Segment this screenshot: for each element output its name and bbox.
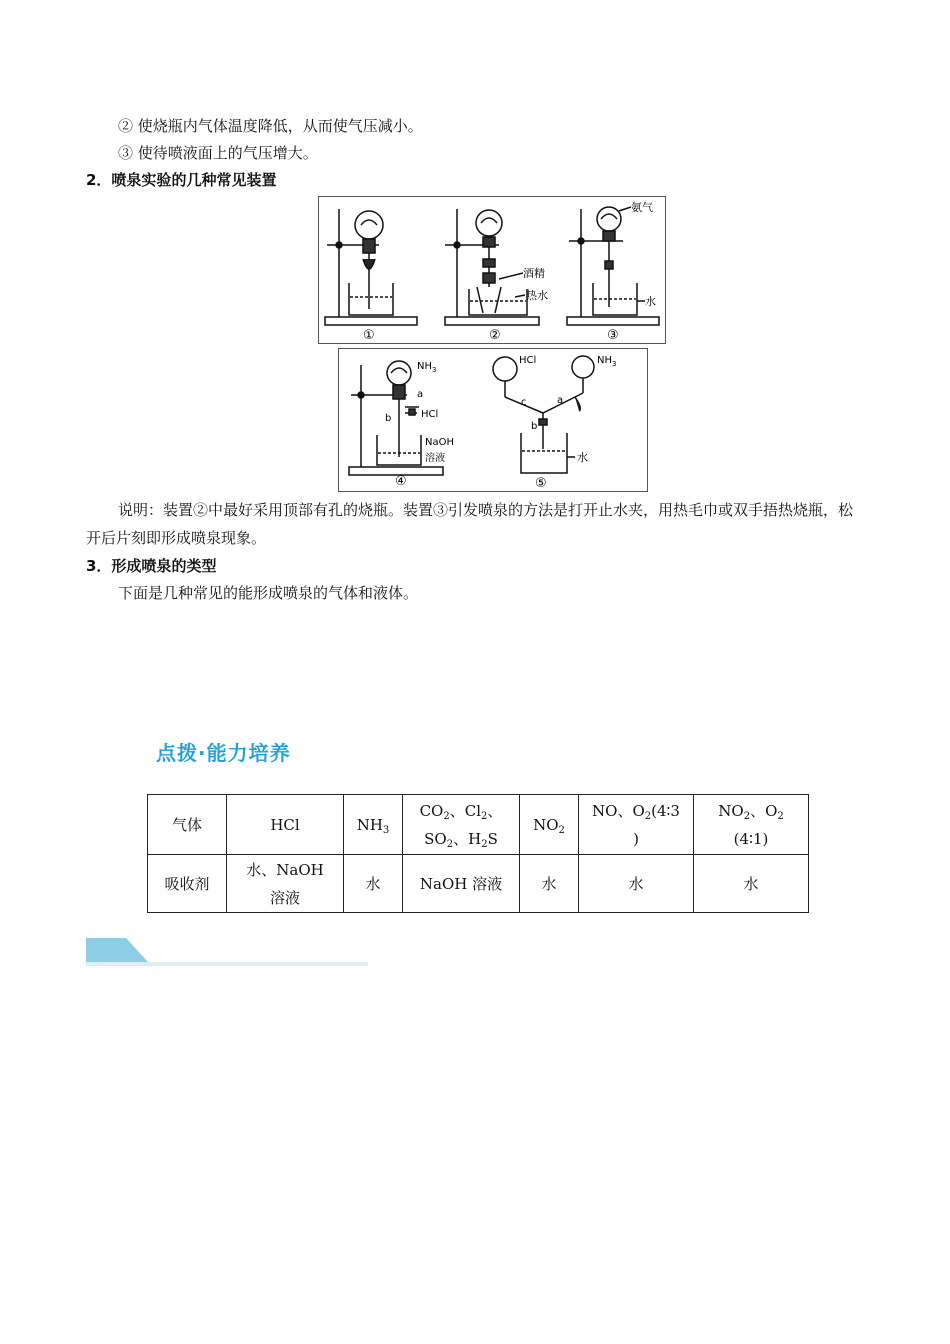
solution-label: 溶液 [425, 453, 445, 464]
cell-absorbent-no2: 水 [520, 855, 579, 913]
heading-3: 3．形成喷泉的类型 [86, 557, 217, 575]
section-title: 点拨·能力培养 [156, 741, 291, 765]
alcohol-label: 酒精 [523, 267, 545, 280]
cell-absorbent-no-o2: 水 [579, 855, 694, 913]
ammonia-label: 氨气 [631, 201, 653, 214]
apparatus-label-4: ④ [395, 474, 407, 489]
table-row [148, 795, 809, 855]
valve-b-label-4: b [385, 413, 392, 424]
apparatus-label-5: ⑤ [535, 476, 547, 491]
text-line-1: ② 使烧瓶内气体温度降低，从而使气压减小。 [118, 117, 423, 135]
cell-nh3: $NH_3$ [344, 795, 403, 855]
apparatus-figure-top [318, 196, 666, 344]
cell-no2-o2: $NO_2$、$O_2$ (4∶1) [694, 795, 809, 855]
hcl-label-4: HCl [421, 409, 439, 420]
cell-no2: $NO_2$ [520, 795, 579, 855]
naoh-label: NaOH [425, 437, 454, 448]
nh3-label-4: $NH_3$ [417, 361, 437, 374]
cell-absorbent-acid-gases: NaOH 溶液 [403, 855, 520, 913]
cell-no-o2: NO、$O_2(4∶3$ ) [579, 795, 694, 855]
cell-absorbent-hcl: 水、NaOH 溶液 [227, 855, 344, 913]
water-label-top: 水 [645, 295, 656, 308]
valve-b-label-5: b [531, 421, 538, 432]
row-header-gas: 气体 [148, 795, 227, 855]
row-header-absorbent: 吸收剂 [148, 855, 227, 913]
note-paragraph: 说明：装置②中最好采用顶部有孔的烧瓶。装置③引发喷泉的方法是打开止水夹，用热毛巾或双手捂热烧瓶，松开后片刻即形成喷泉现象。 [86, 501, 854, 547]
cell-absorbent-nh3: 水 [344, 855, 403, 913]
valve-a-label-4: a [417, 389, 424, 400]
table-row [148, 855, 809, 913]
section-divider-decoration [86, 938, 368, 968]
water-label-bottom: 水 [577, 451, 588, 464]
fountain-gas-table [147, 794, 809, 913]
apparatus-drawing-bottom [339, 349, 647, 491]
nh3-label-5: $NH_3$ [597, 355, 617, 368]
apparatus-label-2: ② [489, 328, 501, 343]
apparatus-label-3: ③ [607, 328, 619, 343]
cell-hcl: HCl [227, 795, 344, 855]
apparatus-figure-bottom [338, 348, 648, 492]
heading-2: 2．喷泉实验的几种常见装置 [86, 171, 277, 189]
cell-co2-cl2-so2-h2s: $CO_2$、$Cl_2$、 $SO_2$、$H_2S$ [403, 795, 520, 855]
cell-absorbent-no2-o2: 水 [694, 855, 809, 913]
apparatus-label-1: ① [363, 328, 375, 343]
valve-c-label: c [521, 397, 527, 408]
valve-a-label-5: a [557, 395, 564, 406]
hot-water-label: 热水 [526, 289, 548, 302]
intro-line: 下面是几种常见的能形成喷泉的气体和液体。 [118, 584, 419, 602]
hcl-label-5: HCl [519, 355, 537, 366]
text-line-2: ③ 使待喷液面上的气压增大。 [118, 144, 318, 162]
apparatus-drawing-top [319, 197, 665, 343]
